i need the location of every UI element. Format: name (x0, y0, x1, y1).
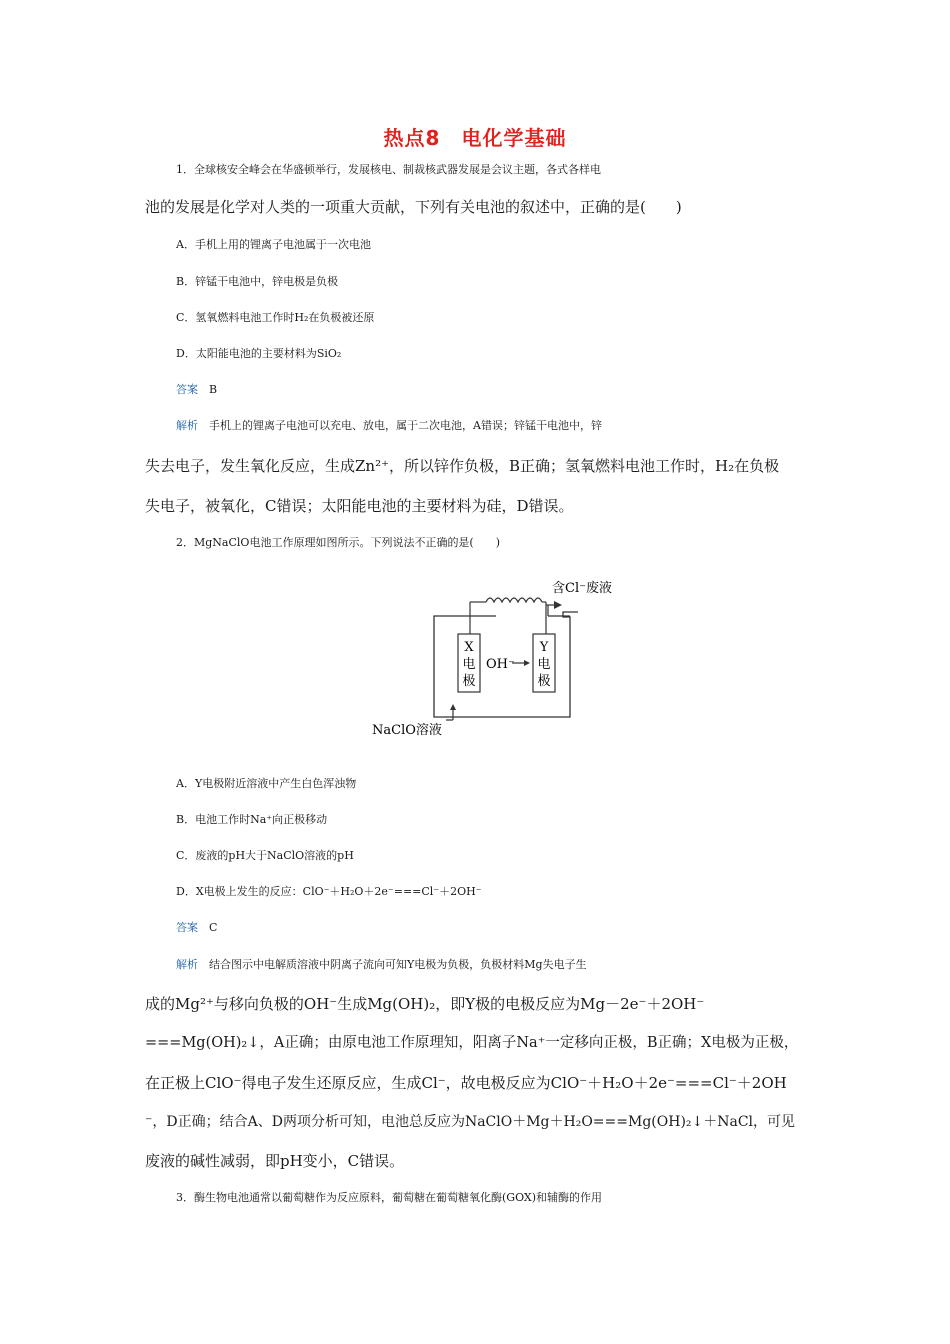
page-title: 热点8 电化学基础 (383, 126, 567, 150)
q2-explanation-line-1 (176, 955, 841, 975)
q2-explanation-text-1: 结合图示中电解质溶液中阴离子流向可知Y电极为负极，负极材料Mg失电子生 (209, 958, 587, 971)
q1-explanation-line-2: 失去电子，发生氧化反应，生成Zn²⁺，所以锌作负极，B正确；氢氧燃料电池工作时，H₂在负极 (145, 457, 780, 475)
q2-answer-row (176, 918, 841, 938)
inlet-label: NaClO溶液 (372, 723, 442, 738)
q1-stem-line-1: 1．全球核安全峰会在华盛顿举行，发展核电、制裁核武器发展是会议主题，各式各样电 (176, 163, 601, 176)
tank-top-left (434, 616, 496, 622)
y-electrode-label-3: 极 (537, 674, 551, 689)
x-electrode-label-1: X (464, 640, 474, 655)
battery-diagram (366, 572, 616, 742)
q1-explanation-line-1 (176, 416, 841, 436)
inlet-arrow-icon (450, 704, 456, 710)
x-electrode-label-3: 极 (462, 674, 476, 689)
q3-stem-line-1: 3．酶生物电池通常以葡萄糖作为反应原料，葡萄糖在葡萄糖氧化酶(GOX)和辅酶的作用 (176, 1191, 603, 1204)
ion-flow-arrow-icon (524, 660, 530, 666)
q1-answer-row (176, 380, 841, 400)
y-electrode-label-1: Y (539, 640, 549, 655)
q2-answer-label: 答案 (176, 921, 198, 934)
waste-arrow-icon (554, 601, 562, 609)
q2-stem: 2．MgNaClO电池工作原理如图所示。下列说法不正确的是( ) (176, 536, 501, 549)
waste-label: 含Cl⁻废液 (552, 581, 612, 596)
q2-option-a: A．Y电极附近溶液中产生白色浑浊物 (176, 777, 357, 790)
q1-answer-value: B (209, 383, 218, 396)
q1-explanation-line-3: 失电子，被氧化，C错误；太阳能电池的主要材料为硅，D错误。 (145, 497, 574, 515)
q2-explanation-line-4: 在正极上ClO⁻得电子发生还原反应，生成Cl⁻，故电极反应为ClO⁻＋H₂O＋2e⁻===Cl⁻＋2OH (145, 1074, 787, 1092)
q2-option-c: C．废液的pH大于NaClO溶液的pH (176, 849, 354, 862)
q2-explanation-line-2: 成的Mg²⁺与移向负极的OH⁻生成Mg(OH)₂，即Y极的电极反应为Mg－2e⁻＋2OH⁻ (145, 995, 705, 1013)
q2-explanation-label: 解析 (176, 958, 198, 971)
y-electrode-label-2: 电 (537, 657, 551, 672)
q1-option-b: B．锌锰干电池中，锌电极是负极 (176, 275, 339, 288)
coil-load-icon (486, 598, 542, 602)
q1-stem-line-2: 池的发展是化学对人类的一项重大贡献，下列有关电池的叙述中，正确的是( ) (145, 198, 682, 216)
q2-answer-value: C (209, 921, 218, 934)
q1-option-d: D．太阳能电池的主要材料为SiO₂ (176, 347, 342, 360)
q1-option-c: C．氢氧燃料电池工作时H₂在负极被还原 (176, 311, 375, 324)
q1-option-a: A．手机上用的锂离子电池属于一次电池 (176, 238, 371, 251)
q2-option-d: D．X电极上发生的反应：ClO⁻＋H₂O＋2e⁻===Cl⁻＋2OH⁻ (176, 885, 482, 898)
q1-explanation-text-1: 手机上的锂离子电池可以充电、放电，属于二次电池，A错误；锌锰干电池中，锌 (209, 419, 602, 432)
q2-explanation-line-6: 废液的碱性减弱，即pH变小，C错误。 (145, 1152, 405, 1170)
x-electrode-label-2: 电 (462, 657, 476, 672)
q2-explanation-line-5: ⁻，D正确；结合A、D两项分析可知，电池总反应为NaClO＋Mg＋H₂O===Mg(OH)₂↓＋NaCl，可见 (145, 1114, 796, 1130)
q2-explanation-line-3: ===Mg(OH)₂↓，A正确；由原电池工作原理知，阳离子Na⁺一定移向正极，B正确；X电极为正极， (145, 1035, 799, 1051)
q2-option-b: B．电池工作时Na⁺向正极移动 (176, 813, 328, 826)
q1-explanation-label: 解析 (176, 419, 198, 432)
q1-answer-label: 答案 (176, 383, 198, 396)
ion-label: OH⁻ (486, 657, 515, 672)
